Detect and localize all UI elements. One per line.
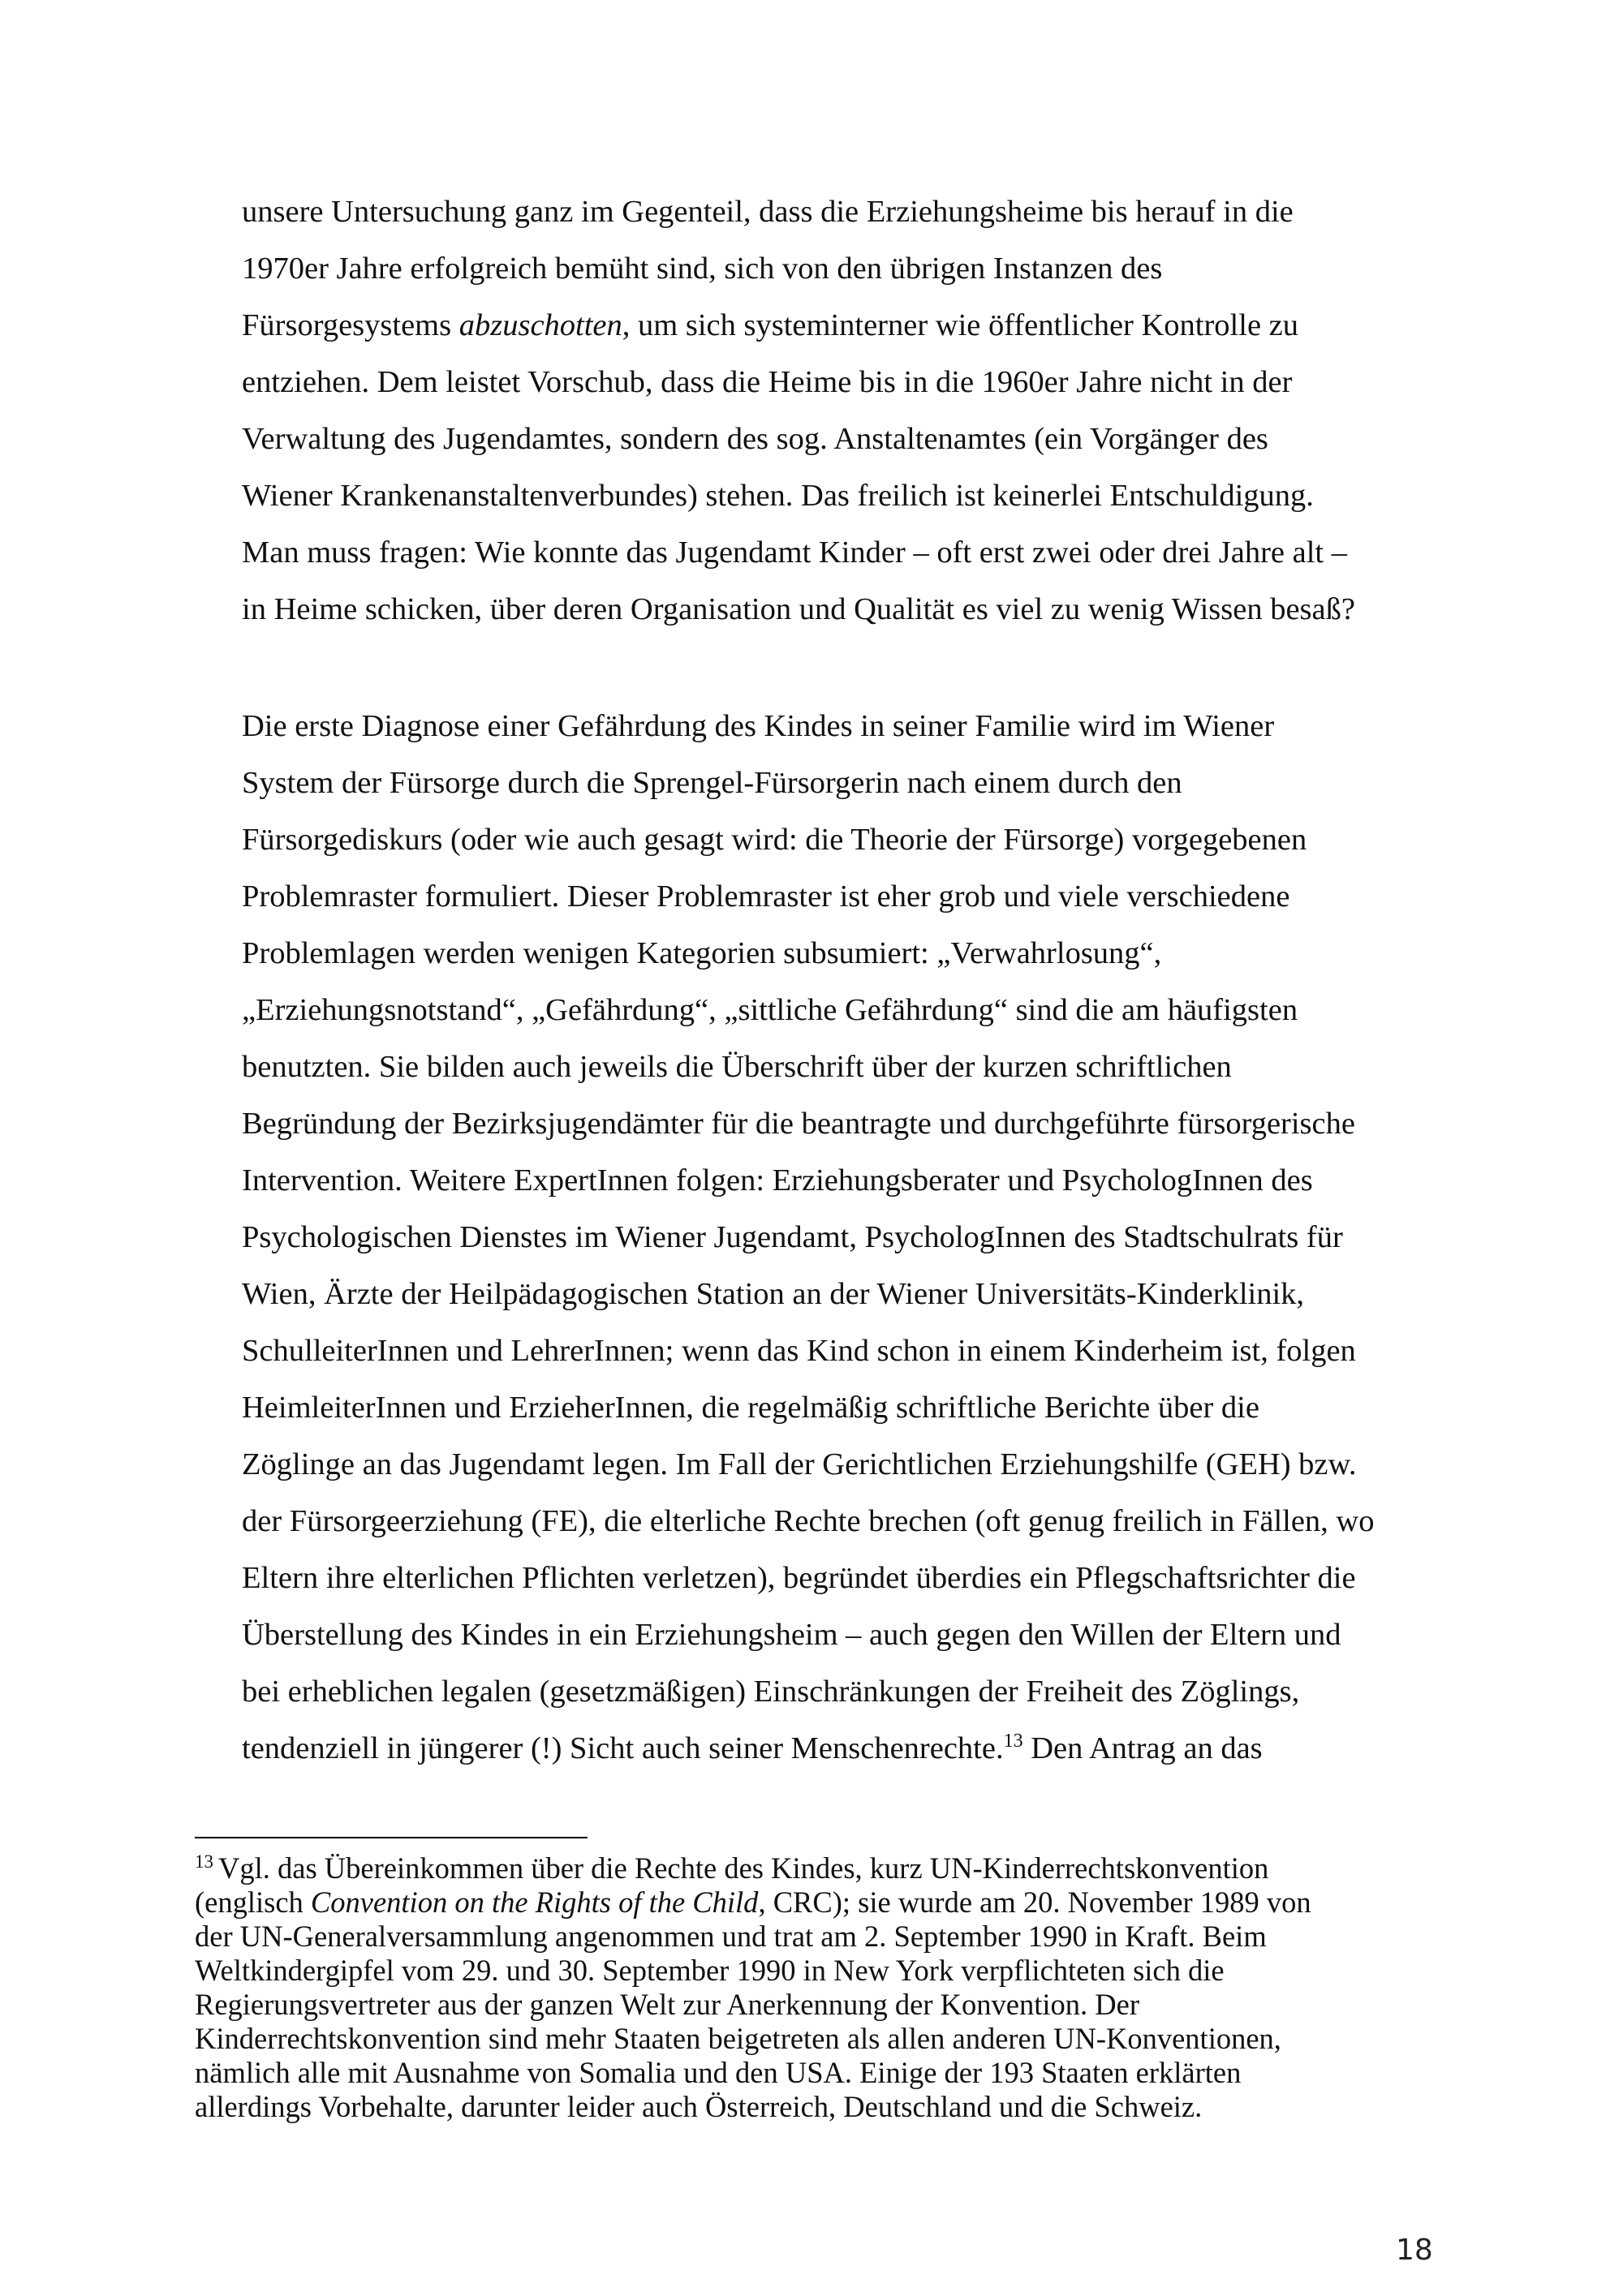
text-line: benutzten. Sie bilden auch jeweils die Überschrift über der kurzen schriftlichen bbox=[242, 1050, 1232, 1084]
text-segment: , CRC); sie wurde am 20. November 1989 von bbox=[758, 1885, 1311, 1919]
text-segment: Vgl. das Übereinkommen über die Rechte des Kindes, kurz UN-Kinderrechtskonvention bbox=[218, 1851, 1269, 1885]
text-line: Überstellung des Kindes in ein Erziehungsheim – auch gegen den Willen der Eltern und bbox=[242, 1618, 1341, 1652]
footnote-line bbox=[195, 1851, 1268, 1885]
text-line: bei erheblichen legalen (gesetzmäßigen) Einschränkungen der Freiheit des Zöglings, bbox=[242, 1675, 1300, 1709]
text-line: „Erziehungsnotstand“, „Gefährdung“, „sittliche Gefährdung“ sind die am häufigsten bbox=[242, 993, 1298, 1027]
text-line: Problemlagen werden wenigen Kategorien subsumiert: „Verwahrlosung“, bbox=[242, 936, 1162, 970]
text-line: Wien, Ärzte der Heilpädagogischen Station an der Wiener Universitäts-Kinderklinik, bbox=[242, 1277, 1305, 1311]
text-segment: tendenziell in jüngerer (!) Sicht auch seiner Menschenrechte. bbox=[242, 1731, 1004, 1765]
text-line bbox=[242, 1730, 1263, 1767]
text-line: Zöglinge an das Jugendamt legen. Im Fall der Gerichtlichen Erziehungshilfe (GEH) bzw. bbox=[242, 1447, 1357, 1481]
text-line: SchulleiterInnen und LehrerInnen; wenn das Kind schon in einem Kinderheim ist, folgen bbox=[242, 1334, 1356, 1368]
text-line: Wiener Krankenanstaltenverbundes) stehen. Das freilich ist keinerlei Entschuldigung. bbox=[242, 479, 1314, 513]
text-line: HeimleiterInnen und ErzieherInnen, die regelmäßig schriftliche Berichte über die bbox=[242, 1391, 1259, 1425]
text-line: 1970er Jahre erfolgreich bemüht sind, sich von den übrigen Instanzen des bbox=[242, 252, 1163, 286]
text-segment: Fürsorgesystems bbox=[242, 308, 459, 342]
text-line: Verwaltung des Jugendamtes, sondern des sog. Anstaltenamtes (ein Vorgänger des bbox=[242, 422, 1268, 456]
emphasis-text: Convention on the Rights of the Child bbox=[310, 1885, 759, 1919]
text-line: der Fürsorgeerziehung (FE), die elterliche Rechte brechen (oft genug freilich in Fällen, wo bbox=[242, 1504, 1375, 1538]
footnote-line: allerdings Vorbehalte, darunter leider auch Österreich, Deutschland und die Schweiz. bbox=[195, 2090, 1203, 2123]
footnote-line: nämlich alle mit Ausnahme von Somalia und den USA. Einige der 193 Staaten erklärten bbox=[195, 2056, 1242, 2089]
footnote-line: Kinderrechtskonvention sind mehr Staaten beigetreten als allen anderen UN-Konventionen, bbox=[195, 2022, 1281, 2055]
text-line: Eltern ihre elterlichen Pflichten verletzen), begründet überdies ein Pflegschaftsrichter die bbox=[242, 1561, 1356, 1595]
footnote-reference[interactable]: 13 bbox=[1003, 1731, 1023, 1752]
text-segment: , um sich systeminterner wie öffentlicher Kontrolle zu bbox=[622, 308, 1299, 342]
text-line: entziehen. Dem leistet Vorschub, dass die Heime bis in die 1960er Jahre nicht in der bbox=[242, 365, 1293, 399]
text-line: unsere Untersuchung ganz im Gegenteil, dass die Erziehungsheime bis herauf in die bbox=[242, 195, 1294, 229]
text-line: Problemraster formuliert. Dieser Problemraster ist eher grob und viele verschiedene bbox=[242, 879, 1290, 914]
text-line: Intervention. Weitere ExpertInnen folgen: Erziehungsberater und PsychologInnen des bbox=[242, 1163, 1313, 1197]
footnote-mark: 13 bbox=[195, 1851, 213, 1872]
page-number: 18 bbox=[1396, 2234, 1433, 2267]
footnote-separator bbox=[195, 1837, 588, 1838]
footnote-line: Regierungsvertreter aus der ganzen Welt zur Anerkennung der Konvention. Der bbox=[195, 1988, 1139, 2021]
text-line: in Heime schicken, über deren Organisation und Qualität es viel zu wenig Wissen besaß? bbox=[242, 592, 1355, 626]
text-line bbox=[242, 307, 1298, 344]
footnote-line: Weltkindergipfel vom 29. und 30. September 1990 in New York verpflichteten sich die bbox=[195, 1954, 1225, 1987]
emphasis-text: abzuschotten bbox=[458, 308, 622, 342]
footnote-line: der UN-Generalversammlung angenommen und trat am 2. September 1990 in Kraft. Beim bbox=[195, 1920, 1267, 1953]
text-line: Man muss fragen: Wie konnte das Jugendamt Kinder – oft erst zwei oder drei Jahre alt – bbox=[242, 535, 1347, 570]
text-line: Begründung der Bezirksjugendämter für die beantragte und durchgeführte fürsorgerische bbox=[242, 1107, 1355, 1141]
text-line: Die erste Diagnose einer Gefährdung des Kindes in seiner Familie wird im Wiener bbox=[242, 709, 1275, 743]
text-line: System der Fürsorge durch die Sprengel-Fürsorgerin nach einem durch den bbox=[242, 766, 1182, 800]
text-segment: (englisch bbox=[195, 1885, 311, 1919]
footnote-line bbox=[195, 1885, 1311, 1920]
text-line: Fürsorgediskurs (oder wie auch gesagt wird: die Theorie der Fürsorge) vorgegebenen bbox=[242, 823, 1307, 857]
text-segment: Den Antrag an das bbox=[1022, 1731, 1263, 1765]
text-line: Psychologischen Dienstes im Wiener Jugendamt, PsychologInnen des Stadtschulrats für bbox=[242, 1220, 1343, 1254]
